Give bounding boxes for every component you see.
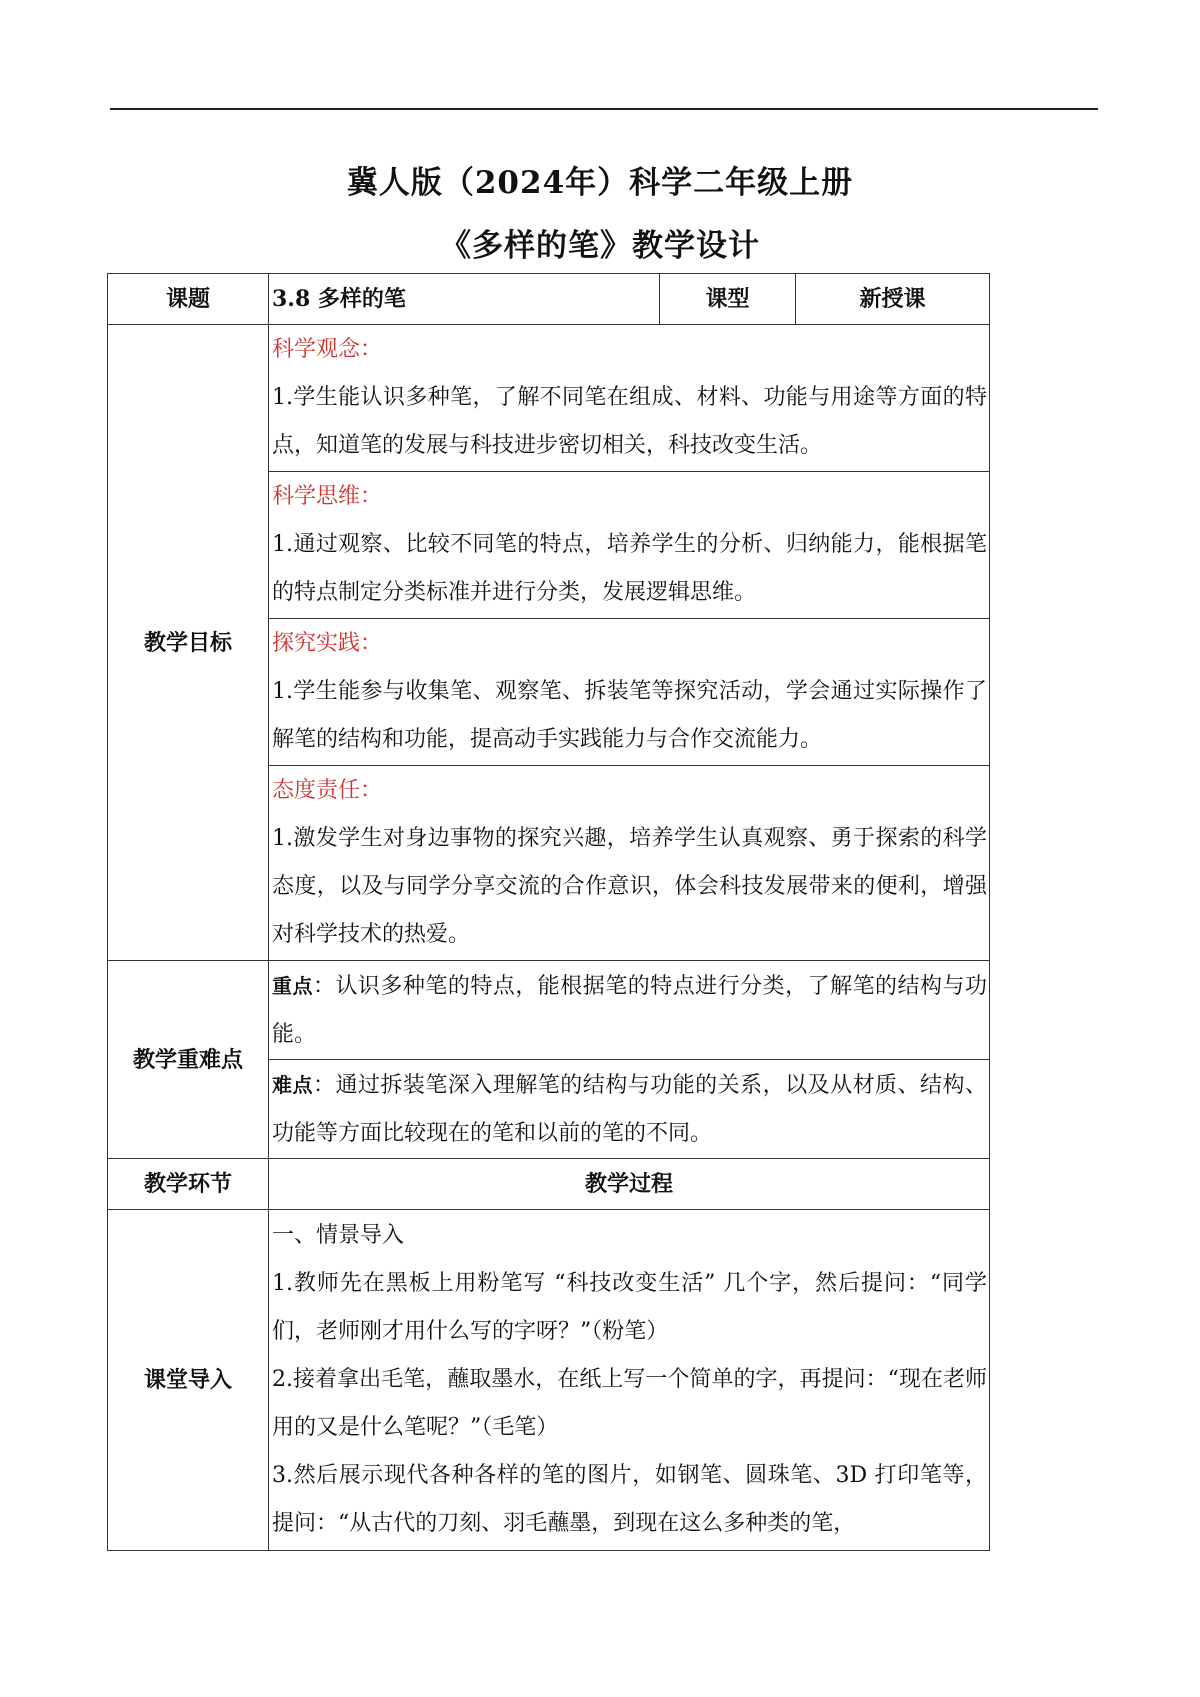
process-label: 教学过程 (269, 1159, 990, 1210)
topic-row (108, 274, 990, 325)
intro-label: 课堂导入 (108, 1210, 269, 1551)
objective-text: 1.学生能参与收集笔、观察笔、拆装笔等探究活动，学会通过实际操作了解笔的结构和功能，提高动手实践能力与合作交流能力。 (272, 679, 987, 752)
document-title: 冀人版（2024年）科学二年级上册 (346, 165, 854, 201)
objective-text: 1.激发学生对身边事物的探究兴趣，培养学生认真观察、勇于探索的科学态度，以及与同学分享交流的合作意识，体会科技发展带来的便利，增强对科学技术的热爱。 (272, 826, 987, 947)
key-point-text: ：认识多种笔的特点，能根据笔的特点进行分类，了解笔的结构与功能。 (272, 973, 987, 1047)
objective-heading: 态度责任： (272, 778, 383, 803)
topic-label: 课题 (108, 274, 269, 325)
objective-heading: 科学观念： (272, 337, 383, 362)
difficult-point-text: ：通过拆装笔深入理解笔的结构与功能的关系，以及从材质、结构、功能等方面比较现在的笔和以前的笔的不同。 (272, 1072, 987, 1146)
key-points-label: 教学重难点 (108, 961, 269, 1159)
key-point-row (108, 961, 990, 1060)
objective-text: 1.通过观察、比较不同笔的特点，培养学生的分析、归纳能力，能根据笔的特点制定分类标准并进行分类，发展逻辑思维。 (272, 532, 987, 605)
intro-line: 3.然后展示现代各种各样的笔的图片，如钢笔、圆珠笔、3D 打印笔等，提问：“从古代的刀刻、羽毛蘸墨，到现在这么多种类的笔， (272, 1463, 987, 1536)
intro-row (108, 1210, 990, 1551)
top-rule (110, 108, 1098, 110)
document-subtitle: 《多样的笔》教学设计 (440, 228, 760, 264)
intro-content (269, 1210, 990, 1551)
difficult-point-cell (269, 1060, 990, 1159)
key-point-lead: 重点 (272, 973, 313, 998)
topic-value: 3.8 多样的笔 (269, 274, 660, 325)
type-label: 课型 (660, 274, 796, 325)
objective-section (269, 325, 990, 472)
objective-row-1 (108, 325, 990, 472)
difficult-point-lead: 难点 (272, 1072, 313, 1097)
lesson-plan-table (107, 273, 990, 1551)
type-value: 新授课 (796, 274, 990, 325)
process-header-row (108, 1159, 990, 1210)
objective-text: 1.学生能认识多种笔，了解不同笔在组成、材料、功能与用途等方面的特点，知道笔的发展与科技进步密切相关，科技改变生活。 (272, 385, 987, 458)
stage-label: 教学环节 (108, 1159, 269, 1210)
intro-line: 1.教师先在黑板上用粉笔写 “科技改变生活” 几个字，然后提问：“同学们，老师刚才用什么写的字呀？”（粉笔） (272, 1271, 987, 1344)
key-point-cell (269, 961, 990, 1060)
objective-heading: 科学思维： (272, 484, 383, 509)
objective-section (269, 766, 990, 961)
intro-line: 一、情景导入 (272, 1223, 405, 1248)
intro-line: 2.接着拿出毛笔，蘸取墨水，在纸上写一个简单的字，再提问：“现在老师用的又是什么笔呢？”（毛笔） (272, 1367, 987, 1440)
objective-section (269, 472, 990, 619)
objectives-label: 教学目标 (108, 325, 269, 961)
objective-heading: 探究实践： (272, 631, 383, 656)
objective-section (269, 619, 990, 766)
